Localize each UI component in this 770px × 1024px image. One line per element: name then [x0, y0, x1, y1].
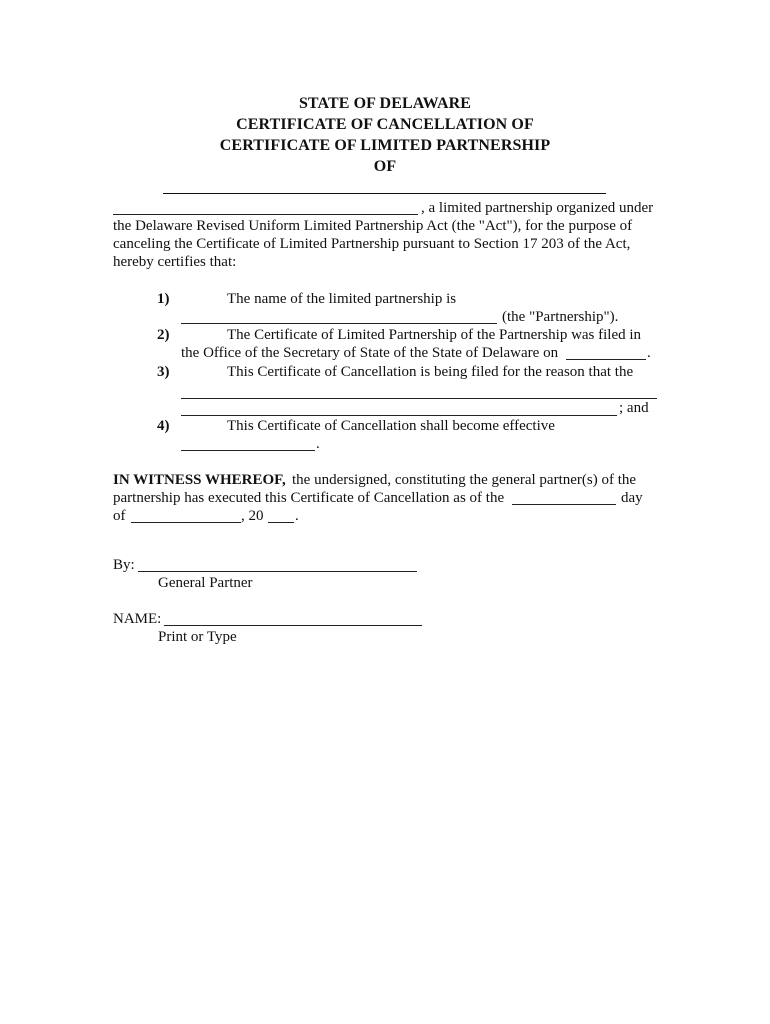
title-of: OF: [373, 158, 397, 175]
item-4-number: 4): [157, 418, 170, 434]
item-1-blank[interactable]: [181, 323, 497, 324]
witness-year-blank[interactable]: [268, 522, 294, 523]
title-certificate-cancellation: CERTIFICATE OF CANCELLATION OF: [236, 116, 534, 133]
item-1-suffix: (the "Partnership").: [502, 309, 619, 325]
general-partner-caption: General Partner: [158, 575, 253, 591]
witness-day-label: day: [621, 490, 643, 506]
witness-day-blank[interactable]: [512, 504, 616, 505]
witness-line1-text: the undersigned, constituting the general partner(s) of the: [292, 472, 637, 488]
item-4-effective-blank[interactable]: [181, 450, 315, 451]
item-3-text: This Certificate of Cancellation is being filed for the reason that the: [227, 364, 634, 380]
item-2-end: .: [647, 345, 651, 361]
witness-line2-text: partnership has executed this Certificate of Cancellation as of the: [113, 490, 505, 506]
witness-lead: IN WITNESS WHEREOF,: [113, 472, 286, 488]
intro-line2-text: the Delaware Revised Uniform Limited Partnership Act (the "Act"), for the purpose of: [113, 218, 633, 234]
title-state: STATE OF DELAWARE: [298, 95, 472, 112]
witness-end: .: [295, 508, 299, 524]
item-4-end: .: [316, 436, 320, 452]
by-label: By:: [113, 557, 135, 573]
witness-year-prefix: , 20: [241, 508, 264, 524]
item-3-reason-blank-1[interactable]: [181, 398, 657, 399]
item-2-line2-text: the Office of the Secretary of State of the State of Delaware on: [181, 345, 559, 361]
item-3-reason-blank-2[interactable]: [181, 415, 617, 416]
item-1-number: 1): [157, 291, 170, 307]
name-label: NAME:: [113, 611, 162, 627]
witness-month-blank[interactable]: [131, 522, 241, 523]
item-2-number: 2): [157, 327, 170, 343]
item-4-text: This Certificate of Cancellation shall become effective: [227, 418, 555, 434]
item-3-suffix: ; and: [619, 400, 649, 416]
item-2-text: The Certificate of Limited Partnership of the Partnership was filed in: [227, 327, 642, 343]
intro-line4-text: hereby certifies that:: [113, 254, 237, 270]
item-3-number: 3): [157, 364, 170, 380]
intro-name-blank[interactable]: [113, 214, 418, 215]
name-blank[interactable]: [164, 625, 422, 626]
signature-blank[interactable]: [138, 571, 417, 572]
item-2-date-blank[interactable]: [566, 359, 646, 360]
intro-line3-text: canceling the Certificate of Limited Partnership pursuant to Section 17 203 of the Act,: [113, 236, 631, 252]
title-limited-partnership: CERTIFICATE OF LIMITED PARTNERSHIP: [219, 137, 551, 154]
witness-of-label: of: [113, 508, 126, 524]
partnership-name-blank[interactable]: [163, 193, 606, 194]
item-1-text: The name of the limited partnership is: [227, 291, 457, 307]
print-or-type-caption: Print or Type: [158, 629, 237, 645]
intro-line1-text: , a limited partnership organized under: [421, 200, 654, 216]
